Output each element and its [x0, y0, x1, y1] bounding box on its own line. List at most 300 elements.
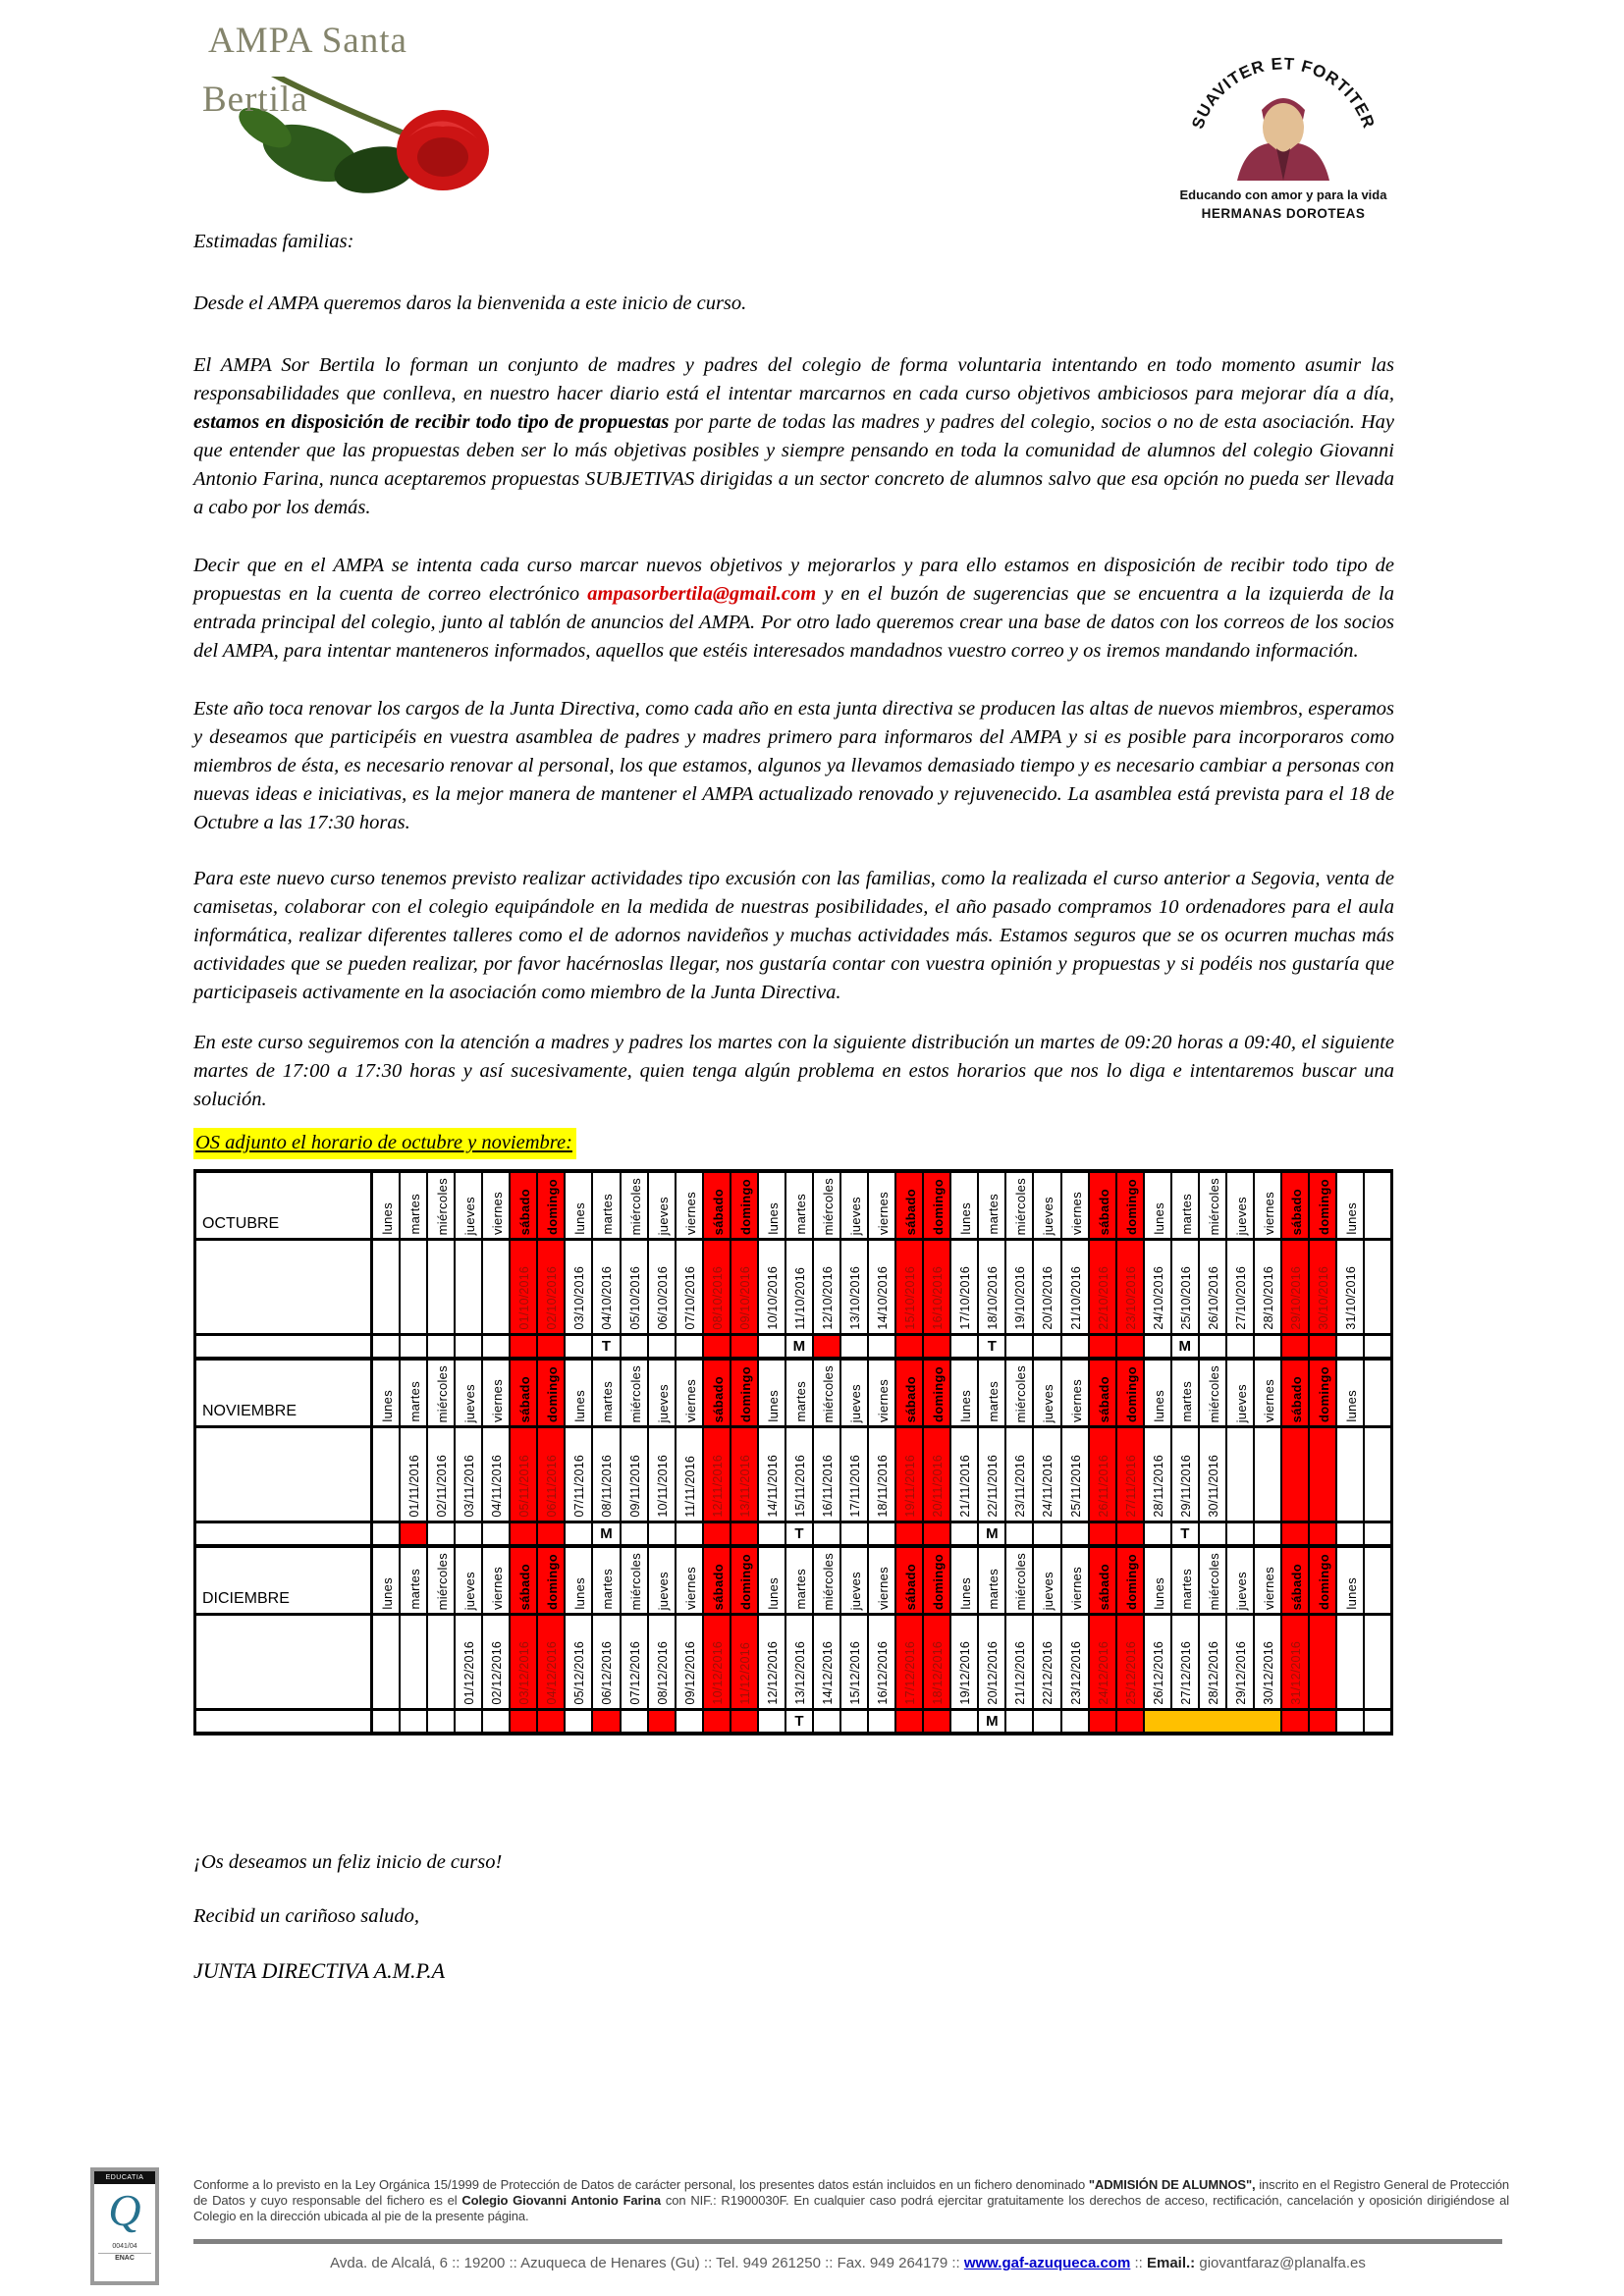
calendar-dow-cell: domingo: [1309, 1359, 1336, 1427]
calendar-mark-cell: [455, 1335, 482, 1360]
calendar-date-cell: 28/11/2016: [1144, 1427, 1171, 1522]
calendar-date-cell: 26/12/2016: [1144, 1615, 1171, 1710]
calendar-dow-cell: martes: [592, 1359, 620, 1427]
calendar-mark-cell: [1033, 1335, 1060, 1360]
calendar-mark-cell: [1226, 1710, 1254, 1735]
calendar-dow-cell: sábado: [895, 1171, 923, 1240]
calendar-dow-cell: domingo: [731, 1171, 758, 1240]
calendar-dow-cell: viernes: [1061, 1171, 1089, 1240]
calendar-dow-cell: martes: [785, 1359, 813, 1427]
calendar-date-cell: 02/12/2016: [482, 1615, 510, 1710]
calendar-dow-cell: jueves: [1226, 1546, 1254, 1615]
calendar-dow-cell: miércoles: [427, 1171, 455, 1240]
calendar-date-cell: [1281, 1427, 1309, 1522]
calendar-dow-cell: [1364, 1359, 1391, 1427]
calendar-dow-cell: jueves: [455, 1171, 482, 1240]
calendar-date-cell: 12/12/2016: [758, 1615, 785, 1710]
calendar-dow-cell: domingo: [1116, 1171, 1144, 1240]
calendar-dow-cell: domingo: [923, 1546, 950, 1615]
calendar-dow-cell: domingo: [923, 1359, 950, 1427]
calendar-mark-cell: [1281, 1522, 1309, 1547]
calendar-dow-cell: martes: [785, 1171, 813, 1240]
footer-legal-text: [193, 2177, 1509, 2224]
calendar-mark-cell: [621, 1710, 648, 1735]
calendar-dow-cell: lunes: [758, 1359, 785, 1427]
calendar-date-cell: 21/12/2016: [1005, 1615, 1033, 1710]
calendar-mark-cell: M: [1171, 1335, 1199, 1360]
calendar-date-cell: [1254, 1427, 1281, 1522]
calendar-dow-cell: lunes: [565, 1546, 592, 1615]
calendar-mark-cell: [1116, 1522, 1144, 1547]
calendar-mark-cell: [758, 1710, 785, 1735]
calendar-mark-cell: [1033, 1710, 1060, 1735]
text-segment: Email.:: [1147, 2255, 1196, 2271]
calendar-date-cell: 25/10/2016: [1171, 1240, 1199, 1335]
calendar-mark-cell: [895, 1335, 923, 1360]
calendar-dow-cell: martes: [1171, 1546, 1199, 1615]
text-segment: inscrito en el Registro General de Protección de Datos y cuyo responsable del fichero es el: [193, 2177, 1509, 2208]
calendar-mark-cell: [703, 1335, 731, 1360]
schedule-note-highlighted: OS adjunto el horario de octubre y noviembre:: [193, 1128, 576, 1159]
calendar-dow-cell: jueves: [1033, 1546, 1060, 1615]
calendar-date-cell: 21/10/2016: [1061, 1240, 1089, 1335]
calendar-mark-cell: [840, 1522, 868, 1547]
calendar-date-cell: 22/12/2016: [1033, 1615, 1060, 1710]
calendar-dow-cell: viernes: [1254, 1359, 1281, 1427]
text-segment: Este año toca renovar los cargos de la Junta Directiva, como cada año en esta junta directiva se producen las altas de nuevos miembros, esperamos y deseamos que participéis en vuestra asamblea de padres y madres primero para informaros del AMPA y si es posible para incorporaros como miembros de ésta, es necesario renovar al personal, los que estamos, algunos ya llevamos demasiado tiempo y es necesario cambiar a personas con nuevas ideas e iniciativas, es la mejor manera de mantener el AMPA actualizado renovado y rejuvenecido. La asamblea está prevista para el 18 de Octubre a las 17:30 horas.: [193, 698, 1394, 833]
calendar-dow-cell: jueves: [840, 1546, 868, 1615]
calendar-date-cell: 21/11/2016: [950, 1427, 978, 1522]
calendar-date-cell: 06/11/2016: [537, 1427, 565, 1522]
text-segment: Decir que en el AMPA se intenta cada curso marcar nuevos objetivos y mejorarlos y para ello estamos en disposición de recibir todo tipo de propuestas en la cuenta de correo electrónico: [193, 555, 1394, 605]
calendar-month-label: NOVIEMBRE: [195, 1359, 372, 1427]
calendar-label-spacer: [195, 1335, 372, 1360]
calendar-mark-cell: [482, 1335, 510, 1360]
calendar-date-cell: 01/11/2016: [400, 1427, 427, 1522]
calendar-date-cell: [1364, 1615, 1391, 1710]
calendar-mark-cell: [565, 1335, 592, 1360]
calendar-mark-cell: [703, 1710, 731, 1735]
doroteas-motto: SUAVITER ET FORTITER: [1188, 54, 1379, 132]
calendar-date-cell: 10/10/2016: [758, 1240, 785, 1335]
calendar-date-cell: 26/10/2016: [1199, 1240, 1226, 1335]
calendar-dow-cell: domingo: [731, 1546, 758, 1615]
calendar-label-spacer: [195, 1710, 372, 1735]
calendar-mark-cell: [731, 1522, 758, 1547]
calendar-date-cell: 27/10/2016: [1226, 1240, 1254, 1335]
calendar-date-cell: 08/10/2016: [703, 1240, 731, 1335]
calendar-mark-cell: [621, 1335, 648, 1360]
calendar-date-cell: 30/11/2016: [1199, 1427, 1226, 1522]
calendar-date-cell: 02/10/2016: [537, 1240, 565, 1335]
calendar-dow-cell: sábado: [510, 1546, 537, 1615]
calendar-date-cell: [1364, 1240, 1391, 1335]
calendar-mark-cell: [400, 1335, 427, 1360]
paragraph-3: [193, 695, 1394, 837]
calendar-dow-cell: sábado: [703, 1171, 731, 1240]
calendar-mark-cell: [482, 1522, 510, 1547]
calendar-dow-cell: lunes: [565, 1359, 592, 1427]
calendar-date-cell: [482, 1240, 510, 1335]
calendar-dow-cell: domingo: [1309, 1171, 1336, 1240]
calendar-mark-cell: [565, 1522, 592, 1547]
calendar-date-cell: 11/10/2016: [785, 1240, 813, 1335]
calendar-dow-cell: viernes: [868, 1359, 895, 1427]
calendar-dow-cell: lunes: [372, 1359, 400, 1427]
calendar-date-cell: 08/12/2016: [648, 1615, 676, 1710]
calendar-dow-cell: miércoles: [1005, 1359, 1033, 1427]
calendar-date-cell: 28/12/2016: [1199, 1615, 1226, 1710]
calendar-date-cell: 09/10/2016: [731, 1240, 758, 1335]
calendar-date-cell: [1364, 1427, 1391, 1522]
quality-q-icon: Q: [108, 2185, 141, 2235]
calendar-mark-cell: [1089, 1335, 1116, 1360]
text-segment: ::: [1130, 2255, 1147, 2271]
calendar-date-cell: 18/11/2016: [868, 1427, 895, 1522]
calendar-dow-cell: miércoles: [1005, 1171, 1033, 1240]
bishop-portrait-icon: [1170, 16, 1396, 181]
calendar-dow-cell: jueves: [1033, 1359, 1060, 1427]
calendar-mark-cell: [1336, 1335, 1364, 1360]
calendar-date-cell: 10/12/2016: [703, 1615, 731, 1710]
calendar-dow-cell: viernes: [1061, 1359, 1089, 1427]
calendar-dow-cell: domingo: [1116, 1546, 1144, 1615]
calendar-dow-cell: sábado: [1089, 1359, 1116, 1427]
calendar-mark-cell: [1061, 1335, 1089, 1360]
calendar-date-cell: 24/11/2016: [1033, 1427, 1060, 1522]
calendar-mark-cell: [372, 1710, 400, 1735]
calendar-mark-cell: [731, 1335, 758, 1360]
educatia-quality-badge: [90, 2167, 159, 2285]
calendar-dow-cell: domingo: [537, 1359, 565, 1427]
text-segment: Colegio Giovanni Antonio Farina: [461, 2193, 661, 2208]
calendar-date-cell: 16/12/2016: [868, 1615, 895, 1710]
calendar-mark-cell: T: [592, 1335, 620, 1360]
calendar-date-cell: [427, 1615, 455, 1710]
calendar-mark-cell: M: [785, 1335, 813, 1360]
calendar-dow-cell: lunes: [1144, 1546, 1171, 1615]
calendar-dow-cell: jueves: [648, 1359, 676, 1427]
calendar-dow-cell: miércoles: [1199, 1171, 1226, 1240]
calendar-dow-cell: martes: [400, 1546, 427, 1615]
calendar-date-cell: 10/11/2016: [648, 1427, 676, 1522]
calendar-dow-cell: jueves: [455, 1546, 482, 1615]
calendar-dow-cell: [1364, 1546, 1391, 1615]
calendar-date-cell: 23/11/2016: [1005, 1427, 1033, 1522]
calendar-mark-cell: [482, 1710, 510, 1735]
calendar-date-cell: 26/11/2016: [1089, 1427, 1116, 1522]
calendar-mark-cell: [510, 1710, 537, 1735]
calendar-mark-cell: [427, 1522, 455, 1547]
calendar-dow-cell: sábado: [1281, 1359, 1309, 1427]
calendar-dow-cell: domingo: [537, 1171, 565, 1240]
calendar-mark-cell: [703, 1522, 731, 1547]
calendar-date-cell: 29/10/2016: [1281, 1240, 1309, 1335]
calendar-dow-cell: lunes: [372, 1546, 400, 1615]
calendar-mark-cell: [1226, 1522, 1254, 1547]
calendar-date-cell: [372, 1427, 400, 1522]
calendar-label-spacer: [195, 1615, 372, 1710]
calendar-mark-cell: [1364, 1335, 1391, 1360]
calendar-mark-cell: [731, 1710, 758, 1735]
calendar-dow-cell: lunes: [758, 1546, 785, 1615]
calendar-mark-cell: [868, 1710, 895, 1735]
calendar-date-cell: 06/10/2016: [648, 1240, 676, 1335]
calendar-date-cell: 07/12/2016: [621, 1615, 648, 1710]
calendar-dow-cell: jueves: [1226, 1171, 1254, 1240]
calendar-mark-cell: [813, 1522, 840, 1547]
calendar-dow-cell: lunes: [950, 1546, 978, 1615]
calendar-dow-cell: lunes: [950, 1359, 978, 1427]
salutation: Estimadas familias:: [193, 231, 354, 252]
calendar-mark-cell: [537, 1522, 565, 1547]
calendar-dow-cell: viernes: [676, 1546, 703, 1615]
paragraph-1: [193, 351, 1394, 522]
text-segment: por parte de todas las madres y padres del colegio, socios o no de esta asociación. Hay que entender que las propuestas deben ser lo más objetivas posibles y siempre pensando en toda la comunidad de alumnos del colegio Giovanni Antonio Farina, nunca aceptaremos propuestas SUBJETIVAS dirigidas a un sector concreto de alumnos salvo que esa opción no pueda ser llevada a cabo por los demás.: [193, 411, 1394, 518]
text-segment: Para este nuevo curso tenemos previsto realizar actividades tipo excusión con las familias, como la realizada el curso anterior a Segovia, venta de camisetas, colaborar con el colegio equipándole en la medida de nuestras posibilidades, el año pasado compramos 10 ordenadores para el aula informática, realizar diferentes talleres como el de adornos navideños y muchas actividades más. Estamos seguros que se os ocurren muchas más actividades que se pueden realizar, por favor hacérnoslas llegar, nos gustaría contar con vuestra opinión y propuestas y si podéis nos gustaría que participaseis activamente en la asociación como miembro de la Junta Directiva.: [193, 868, 1394, 1003]
calendar-date-cell: 24/12/2016: [1089, 1615, 1116, 1710]
text-segment: El AMPA Sor Bertila lo forman un conjunto de madres y padres del colegio de forma voluntaria intentando en todo momento asumir las responsabilidades que conlleva, en nuestro hacer diario está el intentar marcarnos en cada curso objetivos ambiciosos para mejorar día a día,: [193, 354, 1394, 404]
calendar-month-label: DICIEMBRE: [195, 1546, 372, 1615]
calendar-dow-cell: jueves: [455, 1359, 482, 1427]
calendar-date-cell: 30/12/2016: [1254, 1615, 1281, 1710]
calendar-dow-cell: miércoles: [621, 1359, 648, 1427]
calendar-date-cell: 27/12/2016: [1171, 1615, 1199, 1710]
calendar-date-cell: 20/11/2016: [923, 1427, 950, 1522]
calendar-mark-cell: [895, 1710, 923, 1735]
calendar-date-cell: 09/12/2016: [676, 1615, 703, 1710]
calendar-dow-cell: domingo: [731, 1359, 758, 1427]
calendar-date-cell: 28/10/2016: [1254, 1240, 1281, 1335]
calendar-date-cell: [1309, 1427, 1336, 1522]
calendar-date-cell: [400, 1240, 427, 1335]
calendar-dow-cell: lunes: [1336, 1546, 1364, 1615]
calendar-date-cell: 22/11/2016: [978, 1427, 1005, 1522]
calendar-mark-cell: [1089, 1522, 1116, 1547]
calendar-dow-cell: lunes: [950, 1171, 978, 1240]
doroteas-logo: [1170, 16, 1396, 227]
ampa-logo-line1: AMPA Santa: [208, 21, 407, 61]
doroteas-name: HERMANAS DOROTEAS: [1201, 206, 1366, 221]
calendar-date-cell: [400, 1615, 427, 1710]
calendar-dow-cell: lunes: [565, 1171, 592, 1240]
calendar-mark-cell: [1199, 1710, 1226, 1735]
closing-line-2: Recibid un cariñoso saludo,: [193, 1905, 420, 1927]
calendar-date-cell: 25/11/2016: [1061, 1427, 1089, 1522]
calendar-mark-cell: [676, 1710, 703, 1735]
calendar-month-label: OCTUBRE: [195, 1171, 372, 1240]
calendar-mark-cell: [1254, 1335, 1281, 1360]
calendar-dow-cell: lunes: [372, 1171, 400, 1240]
calendar-mark-cell: [950, 1522, 978, 1547]
calendar-date-cell: 09/11/2016: [621, 1427, 648, 1522]
calendar-dow-cell: martes: [978, 1359, 1005, 1427]
calendar-mark-cell: [1199, 1522, 1226, 1547]
calendar-dow-cell: jueves: [840, 1359, 868, 1427]
calendar-mark-cell: [400, 1522, 427, 1547]
intro-line: Desde el AMPA queremos daros la bienvenida a este inicio de curso.: [193, 293, 747, 314]
calendar-mark-cell: [592, 1710, 620, 1735]
calendar-dow-cell: jueves: [1033, 1171, 1060, 1240]
calendar-mark-cell: M: [592, 1522, 620, 1547]
educatia-label: EDUCATIA: [94, 2171, 155, 2184]
calendar-date-cell: 19/10/2016: [1005, 1240, 1033, 1335]
calendar-dow-cell: sábado: [510, 1171, 537, 1240]
calendar-mark-cell: [1144, 1335, 1171, 1360]
calendar-dow-cell: viernes: [676, 1359, 703, 1427]
calendar-date-cell: 05/10/2016: [621, 1240, 648, 1335]
calendar-date-cell: 17/12/2016: [895, 1615, 923, 1710]
text-segment: estamos en disposición de recibir todo tipo de propuestas: [193, 411, 670, 433]
calendar-dow-cell: lunes: [1336, 1171, 1364, 1240]
calendar-dow-cell: martes: [400, 1171, 427, 1240]
calendar-date-cell: 12/11/2016: [703, 1427, 731, 1522]
calendar-mark-cell: M: [978, 1710, 1005, 1735]
calendar-dow-cell: [1364, 1171, 1391, 1240]
calendar-mark-cell: [537, 1710, 565, 1735]
calendar-dow-cell: miércoles: [621, 1546, 648, 1615]
calendar-mark-cell: [1281, 1710, 1309, 1735]
calendar-mark-cell: [1309, 1522, 1336, 1547]
paragraph-2: [193, 552, 1394, 666]
calendar-mark-cell: [455, 1710, 482, 1735]
calendar-mark-cell: [758, 1522, 785, 1547]
calendar-mark-cell: [1364, 1710, 1391, 1735]
calendar-dow-cell: martes: [1171, 1359, 1199, 1427]
calendar-mark-cell: [676, 1522, 703, 1547]
calendar-mark-cell: [1226, 1335, 1254, 1360]
calendar-mark-cell: [1061, 1710, 1089, 1735]
calendar-date-cell: 04/11/2016: [482, 1427, 510, 1522]
calendar-mark-cell: [1199, 1335, 1226, 1360]
calendar-date-cell: 24/10/2016: [1144, 1240, 1171, 1335]
calendar-date-cell: 08/11/2016: [592, 1427, 620, 1522]
calendar-mark-cell: T: [785, 1710, 813, 1735]
calendar-dow-cell: lunes: [1144, 1359, 1171, 1427]
calendar-dow-cell: miércoles: [813, 1546, 840, 1615]
calendar-mark-cell: [455, 1522, 482, 1547]
calendar-date-cell: 16/11/2016: [813, 1427, 840, 1522]
calendar-date-cell: 29/12/2016: [1226, 1615, 1254, 1710]
calendar-dow-cell: miércoles: [427, 1546, 455, 1615]
calendar-dow-cell: viernes: [482, 1359, 510, 1427]
calendar-dow-cell: jueves: [648, 1546, 676, 1615]
calendar-mark-cell: [1116, 1710, 1144, 1735]
calendar-mark-cell: [950, 1710, 978, 1735]
calendar-mark-cell: [1033, 1522, 1060, 1547]
calendar-date-cell: [1226, 1427, 1254, 1522]
calendar-mark-cell: [1089, 1710, 1116, 1735]
calendar-mark-cell: [1005, 1522, 1033, 1547]
calendar-date-cell: 19/11/2016: [895, 1427, 923, 1522]
calendar-date-cell: 15/12/2016: [840, 1615, 868, 1710]
calendar-date-cell: 03/10/2016: [565, 1240, 592, 1335]
calendar-dow-cell: miércoles: [813, 1171, 840, 1240]
calendar-mark-cell: [510, 1522, 537, 1547]
footer-website-link[interactable]: www.gaf-azuqueca.com: [963, 2255, 1131, 2271]
calendar-date-cell: 05/11/2016: [510, 1427, 537, 1522]
calendar-date-cell: 20/12/2016: [978, 1615, 1005, 1710]
calendar-dow-cell: miércoles: [1199, 1359, 1226, 1427]
calendar-mark-cell: [537, 1335, 565, 1360]
calendar-mark-cell: [648, 1522, 676, 1547]
calendar-date-cell: 25/12/2016: [1116, 1615, 1144, 1710]
calendar-mark-cell: [895, 1522, 923, 1547]
paragraph-4: [193, 865, 1394, 1007]
calendar-date-cell: 05/12/2016: [565, 1615, 592, 1710]
calendar-date-cell: 03/12/2016: [510, 1615, 537, 1710]
calendar-date-cell: 07/10/2016: [676, 1240, 703, 1335]
calendar-date-cell: 04/12/2016: [537, 1615, 565, 1710]
letter-body: [193, 228, 1394, 1985]
calendar-date-cell: 15/11/2016: [785, 1427, 813, 1522]
calendar-mark-cell: [868, 1335, 895, 1360]
calendar-date-cell: [372, 1240, 400, 1335]
calendar-dow-cell: sábado: [1089, 1546, 1116, 1615]
ampa-logo-line2: Bertila: [202, 80, 308, 120]
calendar-mark-cell: [1005, 1710, 1033, 1735]
calendar-dow-cell: miércoles: [621, 1171, 648, 1240]
text-segment: "ADMISIÓN DE ALUMNOS",: [1088, 2177, 1256, 2192]
calendar-mark-cell: [923, 1710, 950, 1735]
calendar-mark-cell: [427, 1710, 455, 1735]
calendar-date-cell: [455, 1240, 482, 1335]
calendar-date-cell: 11/12/2016: [731, 1615, 758, 1710]
calendar-date-cell: 22/10/2016: [1089, 1240, 1116, 1335]
calendar-date-cell: 20/10/2016: [1033, 1240, 1060, 1335]
calendar-date-cell: 13/10/2016: [840, 1240, 868, 1335]
calendar-dow-cell: martes: [978, 1546, 1005, 1615]
calendar-date-cell: 13/12/2016: [785, 1615, 813, 1710]
calendar-dow-cell: viernes: [482, 1171, 510, 1240]
calendar-date-cell: 14/12/2016: [813, 1615, 840, 1710]
calendar-date-cell: 13/11/2016: [731, 1427, 758, 1522]
closing-line-1: ¡Os deseamos un feliz inicio de curso!: [193, 1851, 503, 1873]
calendar-dow-cell: martes: [592, 1171, 620, 1240]
calendar-mark-cell: [1254, 1710, 1281, 1735]
calendar-dow-cell: lunes: [758, 1171, 785, 1240]
footer-divider: [193, 2239, 1502, 2244]
calendar-mark-cell: [758, 1335, 785, 1360]
calendar-dow-cell: viernes: [676, 1171, 703, 1240]
calendar-label-spacer: [195, 1522, 372, 1547]
calendar-date-cell: 14/11/2016: [758, 1427, 785, 1522]
calendar-date-cell: 12/10/2016: [813, 1240, 840, 1335]
calendar-mark-cell: [372, 1522, 400, 1547]
text-segment: En este curso seguiremos con la atención a madres y padres los martes con la siguiente distribución un martes de 09:20 horas a 09:40, el siguiente martes de 17:00 a 17:30 horas y así sucesivamente, quien tenga algún problema en estos horarios que nos lo diga e intentaremos buscar una solución.: [193, 1032, 1394, 1110]
calendar-date-cell: 14/10/2016: [868, 1240, 895, 1335]
text-segment: Avda. de Alcalá, 6 :: 19200 :: Azuqueca de Henares (Gu) :: Tel. 949 261250 :: Fax. 949 264179 ::: [330, 2255, 964, 2271]
calendar-mark-cell: [648, 1710, 676, 1735]
calendar-mark-cell: [1309, 1335, 1336, 1360]
ampa-logo: [196, 18, 511, 229]
calendar-mark-cell: [1144, 1522, 1171, 1547]
calendar-dow-cell: jueves: [648, 1171, 676, 1240]
calendar-mark-cell: T: [1171, 1522, 1199, 1547]
calendar-date-cell: 06/12/2016: [592, 1615, 620, 1710]
calendar-dow-cell: viernes: [1254, 1546, 1281, 1615]
calendar-dow-cell: martes: [400, 1359, 427, 1427]
calendar-dow-cell: sábado: [703, 1546, 731, 1615]
footer-address-line: [193, 2255, 1502, 2271]
calendar-mark-cell: T: [978, 1335, 1005, 1360]
calendar-dow-cell: miércoles: [1199, 1546, 1226, 1615]
calendar-mark-cell: [950, 1335, 978, 1360]
calendar-mark-cell: [1144, 1710, 1171, 1735]
calendar-mark-cell: [565, 1710, 592, 1735]
calendar-mark-cell: [868, 1522, 895, 1547]
calendar-dow-cell: miércoles: [427, 1359, 455, 1427]
